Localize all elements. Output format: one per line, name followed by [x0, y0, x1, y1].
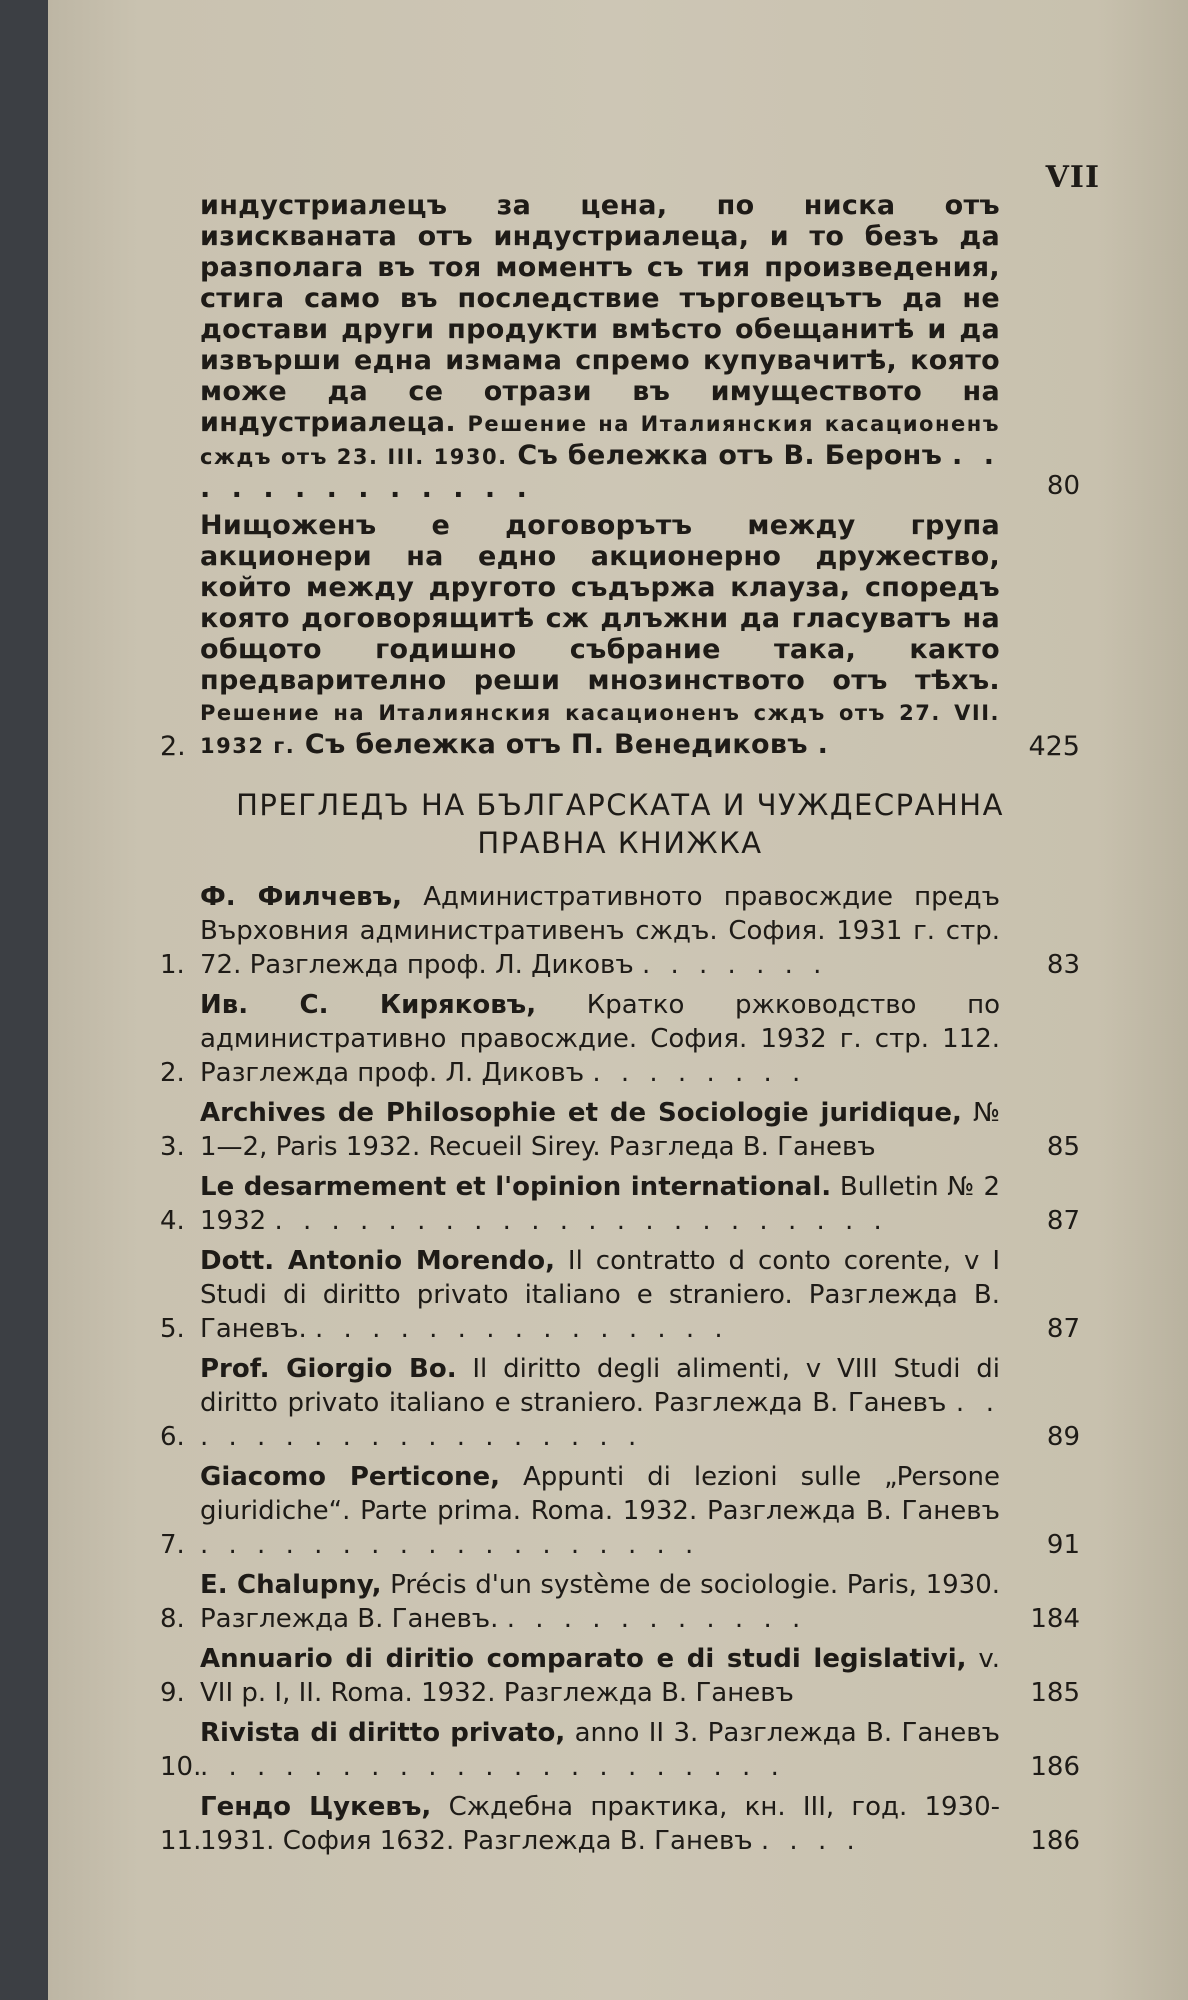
entry-number: 2. [160, 1058, 185, 1088]
table-of-contents [160, 190, 1080, 1864]
court-decision-text [160, 190, 1000, 504]
page-reference: 185 [1030, 1678, 1080, 1708]
leader-dots: . . . . . . . . . . . . . [200, 440, 1001, 504]
review-entry [160, 1244, 1080, 1346]
review-text [200, 1790, 1000, 1858]
entry-number: 11. [160, 1826, 202, 1856]
review-entry [160, 1568, 1080, 1636]
leader-dots: . . . . . . . . [592, 1058, 807, 1088]
entry-number: 9. [160, 1678, 185, 1708]
court-decision-citation: Решение на Италиянския касационенъ сждъ отъ 23. III. 1930. [200, 412, 1000, 469]
court-decision-note: Съ бележка отъ П. Венедиковъ [304, 729, 808, 760]
review-text [200, 988, 1000, 1090]
review-author: Ф. Филчевъ, [200, 882, 403, 912]
page-reference: 83 [1046, 950, 1080, 980]
review-text [200, 1352, 1000, 1454]
page-reference: 186 [1030, 1752, 1080, 1782]
court-decision-citation: Решение на Италиянския касационенъ сждъ отъ 27. VII. 1932 г. [200, 701, 1000, 758]
review-description: v. VII p. I, II. Roma. 1932. Разглежда В. Ганевъ [200, 1644, 1000, 1708]
review-entry [160, 988, 1080, 1090]
page-reference: 184 [1030, 1604, 1080, 1634]
entry-number: 5. [160, 1314, 185, 1344]
review-description: anno II 3. Разглежда В. Ганевъ [574, 1718, 1000, 1748]
review-entry [160, 1352, 1080, 1454]
review-author: Le desarmement et l'opinion international. [200, 1172, 832, 1202]
leader-dots: . . . . . . . . . . . . . . . . . . . . . . [274, 1206, 888, 1236]
review-author: Archives de Philosophie et de Sociologie juridique, [200, 1098, 962, 1128]
review-entry [160, 880, 1080, 982]
review-description: Appunti di lezioni sulle „Persone giuridiche“. Parte prima. Roma. 1932. Разглежда В. Ганевъ [200, 1462, 1001, 1526]
review-description: Сждебна практика, кн. III, год. 1930-1931. София 1632. Разглежда В. Ганевъ [200, 1792, 1001, 1856]
review-text [200, 1244, 1000, 1346]
court-decision-text [200, 510, 1000, 762]
section-heading [160, 786, 1080, 862]
leader-dots: . . . . . . . . . . . . . . . . . . [200, 1530, 700, 1560]
review-entry [160, 1170, 1080, 1238]
review-description: № 1—2, Paris 1932. Recueil Sirey. Разгледа В. Ганевъ [200, 1098, 1001, 1162]
leader-dots: . [817, 729, 834, 760]
court-decision-entry-1 [160, 190, 1080, 504]
leader-dots: . . . . . . . . . . . . . . . [315, 1314, 729, 1344]
court-decision-entry-2 [160, 510, 1080, 762]
entry-number: 4. [160, 1206, 185, 1236]
review-entry [160, 1642, 1080, 1710]
entry-number: 1. [160, 950, 185, 980]
leader-dots: . . . . [760, 1826, 861, 1856]
entry-number: 6. [160, 1422, 185, 1452]
page-number: VII [1045, 160, 1100, 195]
page-reference: 87 [1046, 1314, 1080, 1344]
review-author: E. Chalupny, [200, 1570, 382, 1600]
review-description: Bulletin № 2 1932 [200, 1172, 1000, 1236]
court-decision-body: Нищоженъ е договорътъ между група акционери на едно акционерно дружество, който между другото съдържа клауза, споредъ която договорящитѣ сж длъжни да гласуватъ на общото годишно събрание така, както предварително реши мнозинството отъ тѣхъ. [200, 510, 1000, 696]
entry-number: 7. [160, 1530, 185, 1560]
section-heading-line-1: ПРЕГЛЕДЪ НА БЪЛГАРСКАТА И ЧУЖДЕСРАННА [236, 788, 1004, 822]
section-heading-line-2: ПРАВНА КНИЖКА [477, 826, 763, 860]
review-text [200, 1170, 1000, 1238]
review-author: Giacomo Perticone, [200, 1462, 500, 1492]
review-text [200, 880, 1000, 982]
review-entry [160, 1716, 1080, 1784]
review-author: Prof. Giorgio Bo. [200, 1354, 457, 1384]
court-decision-body: индустриалецъ за цена, по ниска отъ изискваната отъ индустриалеца, и то безъ да разполага въ тоя моментъ съ тия произведения, стига само въ последствие търговецътъ да не достави други продукти вмѣсто обещанитѣ и да извърши една измама спремо купувачитѣ, която може да се отрази въ имуществото на индустриалеца. [200, 190, 1000, 438]
leader-dots: . . . . . . . . . . . . . . . . . . [200, 1388, 1000, 1452]
review-description: Il diritto degli alimenti, v VIII Studi di diritto privato italiano e straniero. Разглежда В. Ганевъ [200, 1354, 1000, 1418]
review-author: Гендо Цукевъ, [200, 1792, 432, 1822]
leader-dots: . . . . . . . . . . . [506, 1604, 807, 1634]
review-entry [160, 1460, 1080, 1562]
review-text [200, 1096, 1000, 1164]
review-author: Annuario di diritio comparato e di studi legislativi, [200, 1644, 967, 1674]
court-decision-note: Съ бележка отъ В. Беронъ [517, 440, 943, 471]
review-text [200, 1642, 1000, 1710]
book-page [48, 0, 1188, 2000]
page-reference: 87 [1046, 1206, 1080, 1236]
entry-number: 3. [160, 1132, 185, 1162]
entry-number: 10. [160, 1752, 202, 1782]
page-reference: 425 [1028, 731, 1080, 762]
leader-dots: . . . . . . . [641, 950, 828, 980]
entry-number: 8. [160, 1604, 185, 1634]
page-reference: 186 [1030, 1826, 1080, 1856]
review-author: Rivista di diritto privato, [200, 1718, 566, 1748]
review-description: Précis d'un système de sociologie. Paris, 1930. Разглежда В. Ганевъ. [200, 1570, 1001, 1634]
page-reference: 89 [1046, 1422, 1080, 1452]
review-text [200, 1716, 1000, 1784]
review-entry [160, 1096, 1080, 1164]
page-reference: 91 [1046, 1530, 1080, 1560]
review-author: Dott. Antonio Morendo, [200, 1246, 555, 1276]
page-reference: 80 [1046, 471, 1080, 501]
review-description: Il contratto d conto corente, v I Studi di diritto privato italiano e straniero. Разглежда В. Ганевъ. [200, 1246, 1000, 1344]
review-description: Кратко ржководство по административно правосждие. София. 1932 г. стр. 112. Разглежда проф. Л. Диковъ [200, 990, 1001, 1088]
leader-dots: . . . . . . . . . . . . . . . . . . . . . [200, 1752, 785, 1782]
entry-number: 2. [160, 731, 186, 762]
page-reference: 85 [1046, 1132, 1080, 1162]
review-text [200, 1460, 1000, 1562]
review-entry [160, 1790, 1080, 1858]
review-description: Административното правосждие предъ Върховния административенъ сждъ. София. 1931 г. стр. 72. Разглежда проф. Л. Диковъ [200, 882, 1000, 980]
review-text [200, 1568, 1000, 1636]
review-author: Ив. С. Киряковъ, [200, 990, 537, 1020]
